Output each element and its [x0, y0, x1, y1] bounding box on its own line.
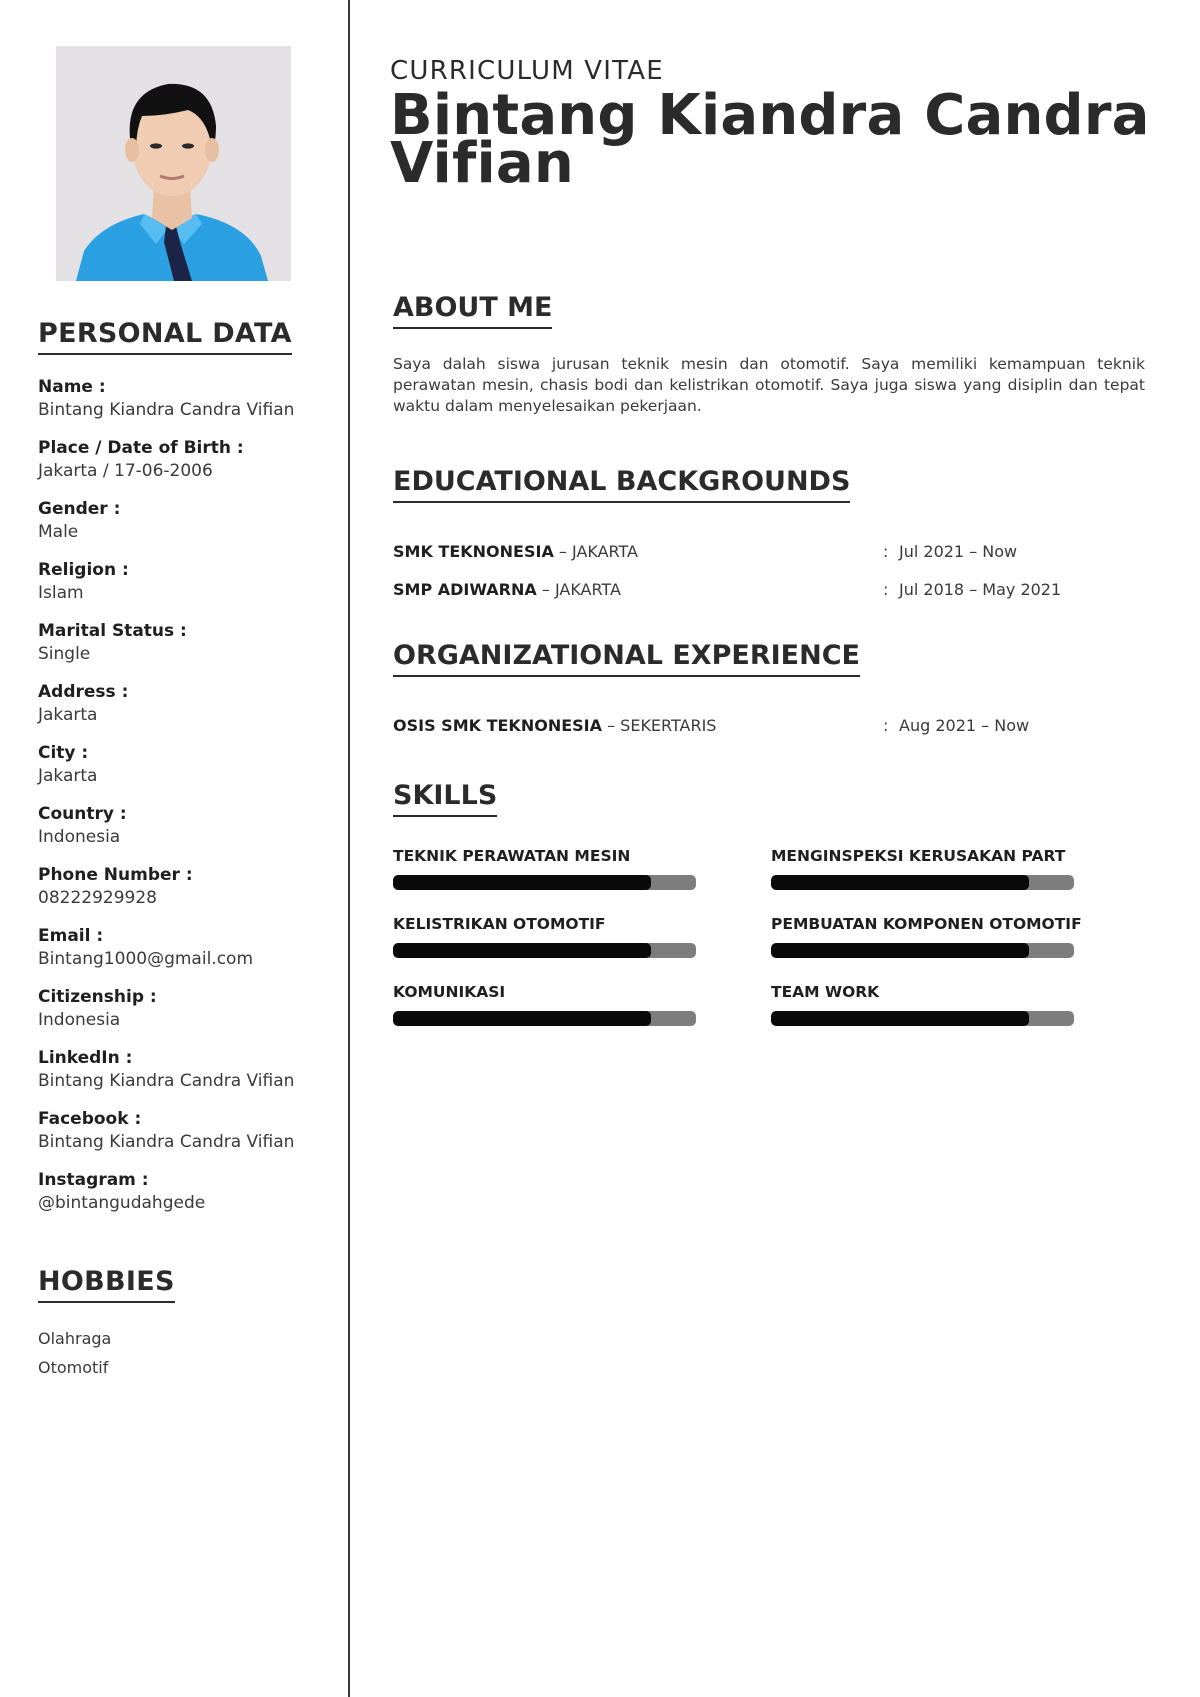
hobbies-heading: HOBBIES [38, 1266, 175, 1303]
about-heading: ABOUT ME [393, 292, 552, 329]
personal-data-item-linkedin [38, 1047, 338, 1108]
skill-item [393, 982, 703, 1026]
personal-data-value: @bintangudahgede [38, 1193, 206, 1213]
hobby-item: Olahraga [38, 1329, 112, 1348]
skills-heading: SKILLS [393, 780, 497, 817]
personal-data-item-name [38, 376, 338, 437]
personal-data-value: Jakarta [38, 705, 98, 725]
period-text: Aug 2021 – Now [899, 716, 1030, 735]
period-text: Jul 2021 – Now [899, 542, 1018, 561]
skill-bar-fill [393, 943, 651, 958]
personal-data-label: Religion : [38, 560, 129, 580]
period-separator: : [883, 542, 889, 561]
organization-heading: ORGANIZATIONAL EXPERIENCE [393, 640, 860, 677]
personal-data-item-phone [38, 864, 338, 925]
skill-bar-fill [393, 1011, 651, 1026]
skill-bar-track [771, 943, 1074, 958]
skill-bar-track [393, 875, 696, 890]
skill-item [393, 846, 703, 890]
skill-bar-track [393, 1011, 696, 1026]
period-separator: : [883, 716, 889, 735]
skill-item [771, 846, 1081, 890]
personal-data-item-marital-status [38, 620, 338, 681]
skill-bar-track [771, 875, 1074, 890]
personal-data-value: Male [38, 522, 79, 542]
education-entry [393, 580, 1153, 604]
personal-data-label: Country : [38, 804, 127, 824]
personal-data-item-instagram [38, 1169, 338, 1230]
education-heading: EDUCATIONAL BACKGROUNDS [393, 466, 850, 503]
personal-data-value: 08222929928 [38, 888, 157, 908]
organization-entry [393, 716, 1153, 740]
personal-data-item-email [38, 925, 338, 986]
personal-data-label: Facebook : [38, 1109, 142, 1129]
personal-data-value: Islam [38, 583, 84, 603]
skill-bar-track [771, 1011, 1074, 1026]
organization-name: OSIS SMK TEKNONESIA [393, 716, 602, 735]
personal-data-value: Indonesia [38, 1010, 121, 1030]
sidebar [0, 0, 348, 1697]
portrait-image [56, 46, 291, 281]
personal-data-item-birth [38, 437, 338, 498]
personal-data-value: Bintang Kiandra Candra Vifian [38, 1132, 295, 1152]
column-divider [348, 0, 350, 1697]
personal-data-value: Jakarta [38, 766, 98, 786]
institution-name: SMK TEKNONESIA [393, 542, 554, 561]
personal-data-label: Marital Status : [38, 621, 187, 641]
skill-bar-fill [771, 875, 1029, 890]
personal-data-value: Bintang1000@gmail.com [38, 949, 253, 969]
personal-data-item-city [38, 742, 338, 803]
personal-data-value: Bintang Kiandra Candra Vifian [38, 1071, 295, 1091]
personal-data-label: LinkedIn : [38, 1048, 133, 1068]
personal-data-item-gender [38, 498, 338, 559]
skill-bar-fill [771, 943, 1029, 958]
profile-photo [56, 46, 291, 281]
skill-bar-track [393, 943, 696, 958]
personal-data-heading: PERSONAL DATA [38, 318, 292, 355]
personal-data-list [38, 376, 338, 1230]
personal-data-item-address [38, 681, 338, 742]
hobbies-list [38, 1324, 111, 1382]
personal-data-label: Phone Number : [38, 865, 193, 885]
candidate-name: Bintang Kiandra Candra Vifian [390, 83, 1150, 196]
institution-name: SMP ADIWARNA [393, 580, 537, 599]
skill-name: TEKNIK PERAWATAN MESIN [393, 847, 631, 865]
personal-data-label: Email : [38, 926, 104, 946]
personal-data-value: Jakarta / 17-06-2006 [38, 461, 213, 481]
skill-name: PEMBUATAN KOMPONEN OTOMOTIF [771, 915, 1082, 933]
skill-bar-fill [771, 1011, 1029, 1026]
period-text: Jul 2018 – May 2021 [899, 580, 1062, 599]
skill-name: TEAM WORK [771, 983, 880, 1001]
skill-item [393, 914, 703, 958]
skill-bar-fill [393, 875, 651, 890]
personal-data-label: Name : [38, 377, 106, 397]
skill-item [771, 914, 1081, 958]
hobby-item: Otomotif [38, 1358, 109, 1377]
institution-detail: – JAKARTA [553, 542, 638, 561]
personal-data-label: Citizenship : [38, 987, 157, 1007]
skill-name: KOMUNIKASI [393, 983, 506, 1001]
document-type-label: CURRICULUM VITAE [390, 56, 664, 86]
personal-data-label: Instagram : [38, 1170, 149, 1190]
education-entry [393, 542, 1153, 566]
personal-data-value: Bintang Kiandra Candra Vifian [38, 400, 295, 420]
personal-data-label: Gender : [38, 499, 121, 519]
personal-data-item-citizenship [38, 986, 338, 1047]
about-text: Saya dalah siswa jurusan teknik mesin dan otomotif. Saya memiliki kemampuan teknik perawatan mesin, chasis bodi dan kelistrikan otomotif. Saya juga siswa yang disiplin dan tepat waktu dalam menyelesaikan pekerjaan. [393, 355, 1145, 415]
personal-data-value: Single [38, 644, 91, 664]
period-separator: : [883, 580, 889, 599]
skill-item [771, 982, 1081, 1026]
personal-data-item-religion [38, 559, 338, 620]
personal-data-label: City : [38, 743, 89, 763]
institution-detail: – JAKARTA [536, 580, 621, 599]
skill-name: MENGINSPEKSI KERUSAKAN PART [771, 847, 1066, 865]
personal-data-label: Address : [38, 682, 129, 702]
organization-role: – SEKERTARIS [602, 716, 717, 735]
personal-data-item-facebook [38, 1108, 338, 1169]
personal-data-value: Indonesia [38, 827, 121, 847]
personal-data-item-country [38, 803, 338, 864]
skill-name: KELISTRIKAN OTOMOTIF [393, 915, 606, 933]
personal-data-label: Place / Date of Birth : [38, 438, 244, 458]
